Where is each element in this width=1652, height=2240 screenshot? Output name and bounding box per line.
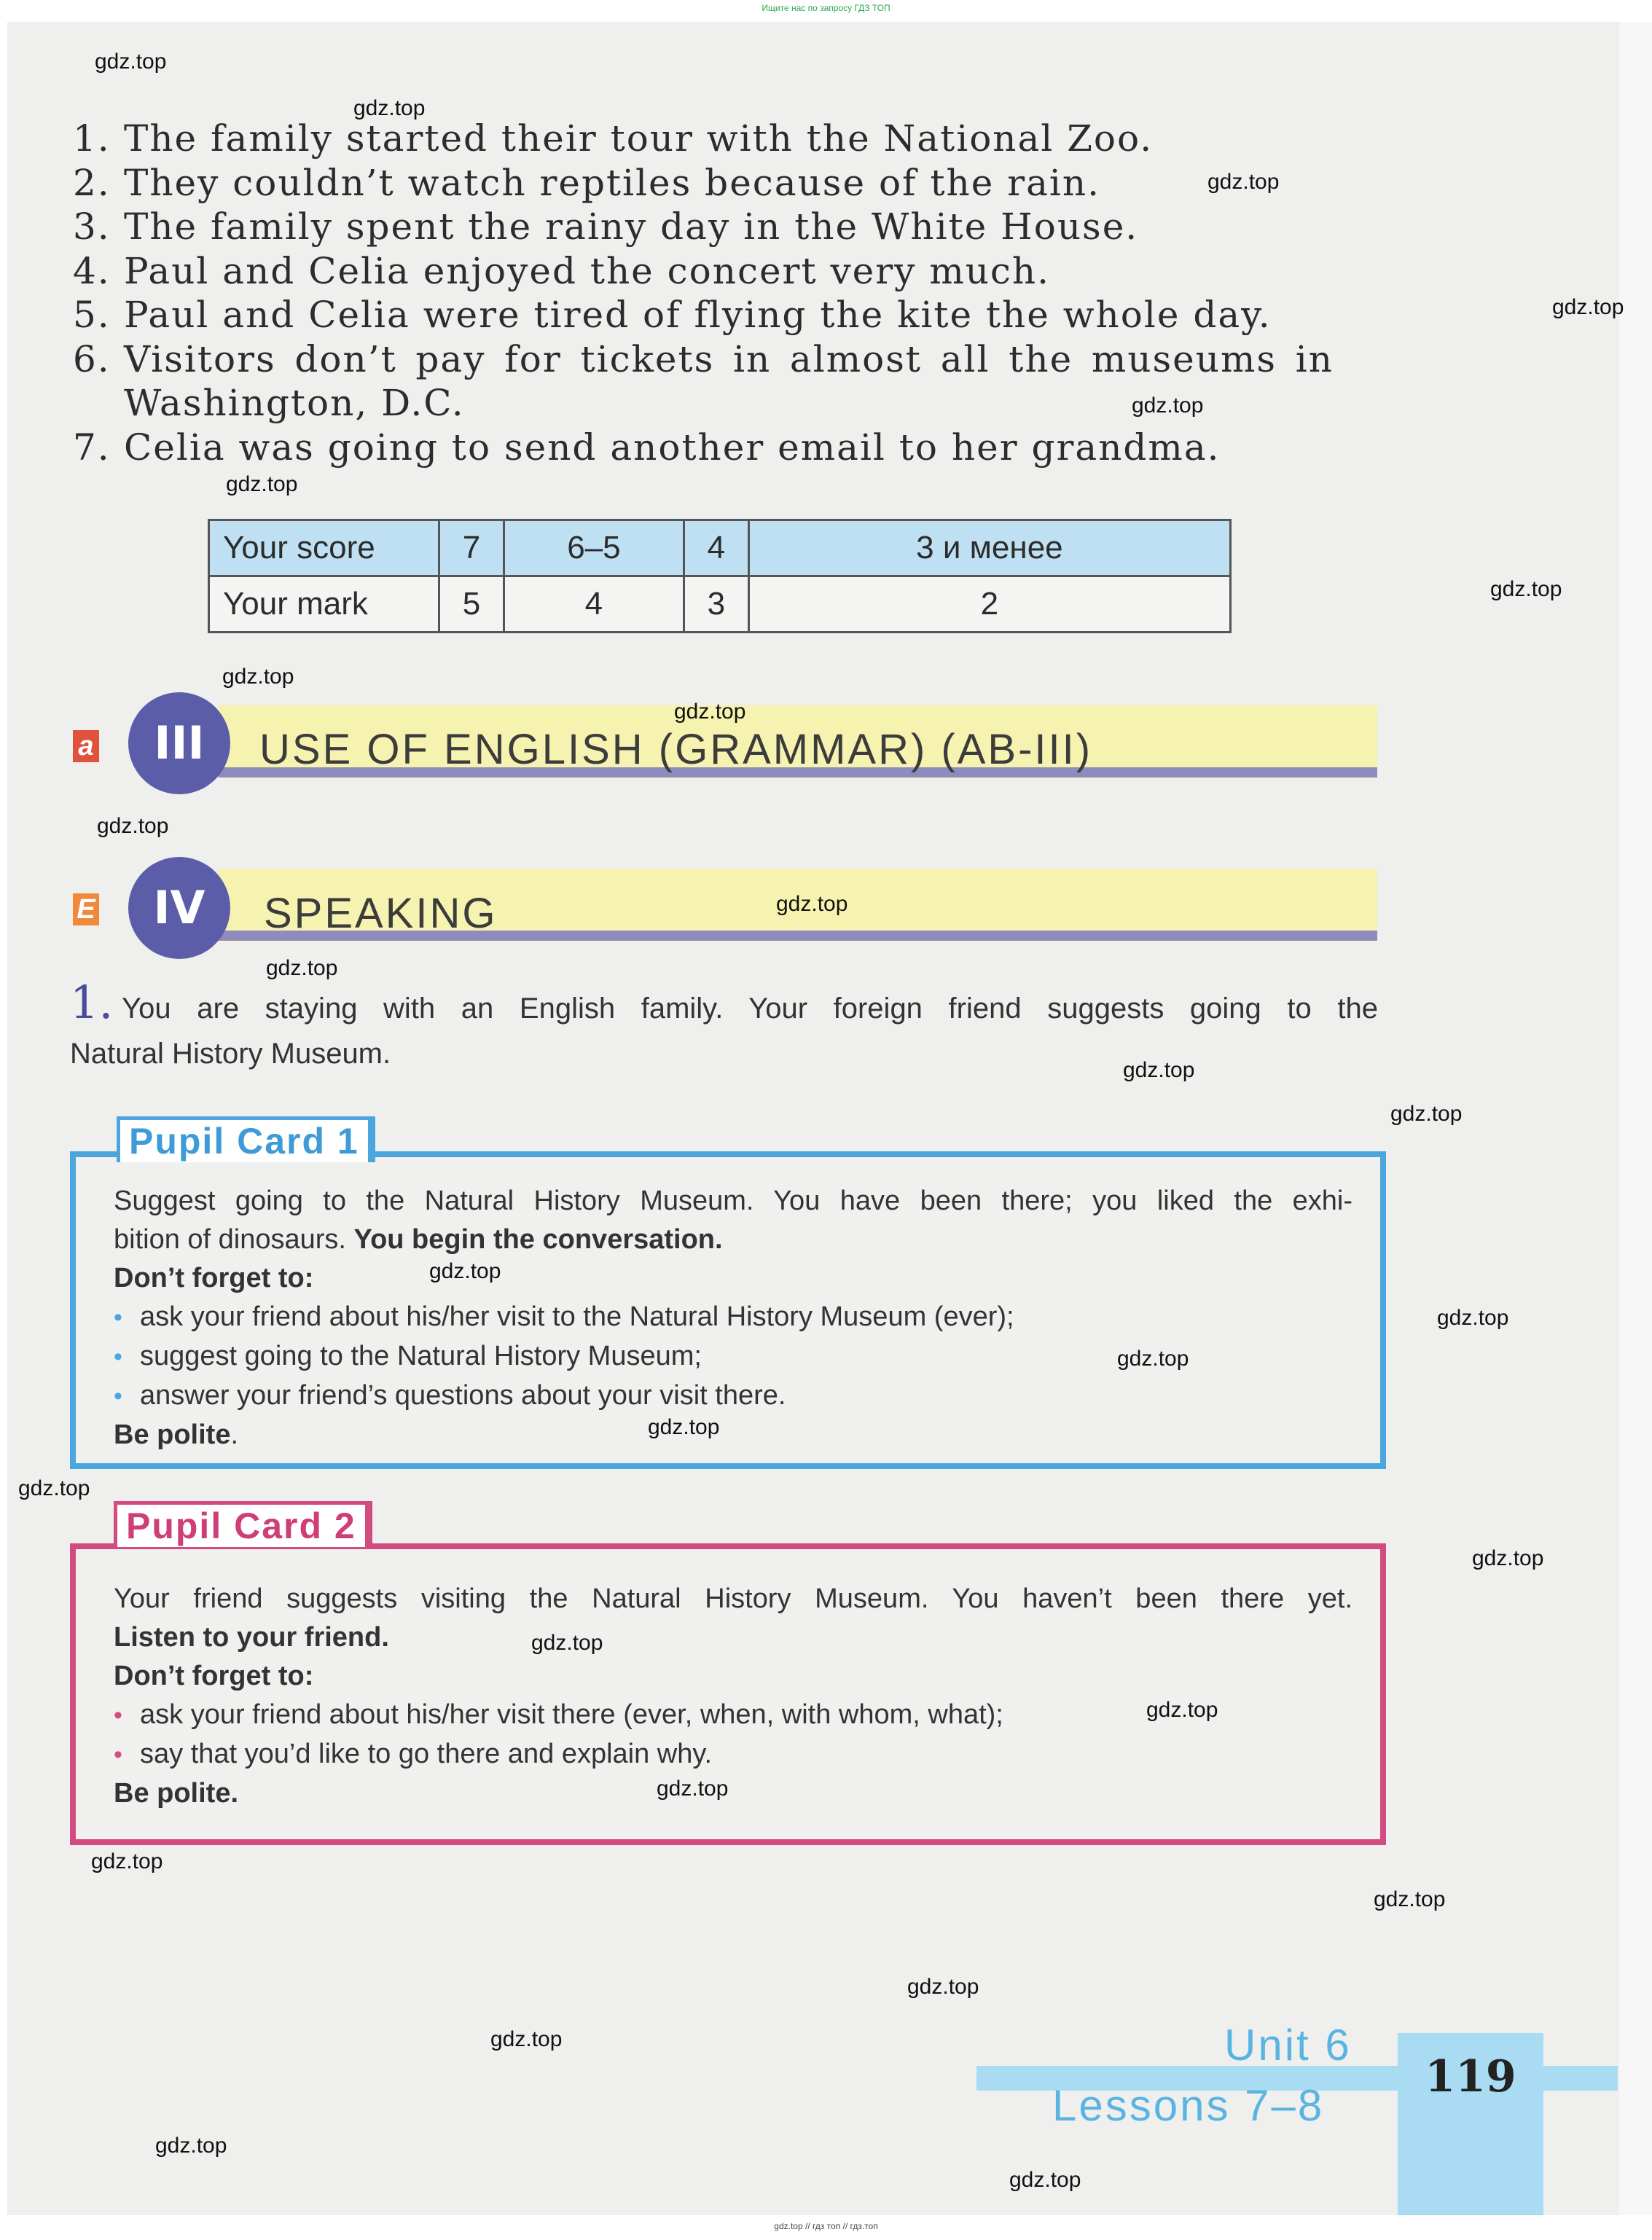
watermark: gdz.top <box>97 814 169 838</box>
bullet-icon: • <box>114 1741 122 1769</box>
unit-label: Unit 6 <box>1224 2021 1352 2069</box>
watermark: gdz.top <box>1374 1887 1446 1911</box>
score-cell: 7 <box>439 520 504 576</box>
card-2-bullet-item <box>114 1735 1352 1774</box>
card-1-bullet-text: ask your friend about his/her visit to the Natural History Museum (ever); <box>140 1301 1014 1332</box>
watermark: gdz.top <box>91 1849 163 1873</box>
speaking-icon: E <box>73 893 99 925</box>
watermark: gdz.top <box>429 1259 501 1283</box>
statement-number: 4. <box>73 249 111 292</box>
statement-number: 6. <box>73 337 111 380</box>
bullet-icon: • <box>114 1304 122 1331</box>
card-1-bullet-item <box>114 1376 1352 1416</box>
pupil-card-2-title: Pupil Card 2 <box>114 1501 372 1547</box>
mark-row <box>209 576 1231 633</box>
watermark: gdz.top <box>1390 1102 1463 1126</box>
mark-cell: 5 <box>439 576 504 633</box>
watermark: gdz.top <box>1490 577 1562 601</box>
watermark: gdz.top <box>1472 1546 1544 1570</box>
statement-item <box>73 293 1385 337</box>
bullet-icon: • <box>114 1382 122 1410</box>
card-2-be-polite: Be polite. <box>114 1778 239 1809</box>
watermark: gdz.top <box>95 50 167 74</box>
watermark: gdz.top <box>1437 1306 1509 1330</box>
pupil-card-1 <box>70 1151 1386 1469</box>
task-number: 1. <box>70 976 114 1029</box>
card-1-begin-instruction: You begin the conversation. <box>353 1224 723 1255</box>
score-cell: 4 <box>684 520 748 576</box>
statement-text: Paul and Celia were tired of flying the kite the whole day. <box>124 294 1272 336</box>
watermark: gdz.top <box>907 1975 979 1999</box>
task-text-line1: You are staying with an English family. Your foreign friend suggests going to the <box>122 992 1378 1025</box>
score-table <box>208 519 1232 633</box>
statement-text: The family started their tour with the National Zoo. <box>124 117 1154 160</box>
page-edge <box>1619 22 1652 2215</box>
section-3-title: USE OF ENGLISH (GRAMMAR) (AB-III) <box>259 726 1093 773</box>
bullet-icon: • <box>114 1701 122 1729</box>
statement-item <box>73 426 1385 470</box>
statement-item <box>73 161 1385 205</box>
statement-number: 5. <box>73 294 111 336</box>
watermark: gdz.top <box>155 2134 227 2158</box>
watermark: gdz.top <box>674 700 746 724</box>
card-1-bullet-text: suggest going to the Natural History Museum; <box>140 1341 702 1371</box>
section-4-numeral: IV <box>128 857 230 959</box>
mark-cell: 3 <box>684 576 748 633</box>
section-3-numeral: III <box>128 692 230 794</box>
card-1-be-polite <box>114 1416 1352 1454</box>
mark-cell: 2 <box>748 576 1230 633</box>
watermark: gdz.top <box>1207 170 1280 194</box>
card-2-bullet-text: ask your friend about his/her visit there (ever, when, with whom, what); <box>140 1699 1003 1730</box>
statement-text: They couldn’t watch reptiles because of the rain. <box>124 161 1101 204</box>
score-header-cell: Your score <box>209 520 439 576</box>
card-2-bullet-text: say that you’d like to go there and explain why. <box>140 1739 713 1769</box>
statement-text: Celia was going to send another email to her grandma. <box>124 426 1221 469</box>
card-1-be-polite-dot: . <box>230 1419 239 1450</box>
score-cell: 3 и менее <box>748 520 1230 576</box>
score-row <box>209 520 1231 576</box>
lessons-label: Lessons 7–8 <box>1052 2081 1325 2130</box>
task-text-line2: Natural History Museum. <box>70 1038 391 1070</box>
mark-cell: 4 <box>504 576 684 633</box>
card-2-dont-forget: Don’t forget to: <box>114 1661 314 1691</box>
watermark: gdz.top <box>1552 295 1624 319</box>
card-2-body <box>114 1580 1352 1813</box>
watermark: gdz.top <box>226 472 298 496</box>
card-1-body <box>114 1182 1352 1454</box>
statement-text: Paul and Celia enjoyed the concert very much. <box>124 249 1051 292</box>
section-4-title: SPEAKING <box>264 890 498 937</box>
statement-item <box>73 117 1385 161</box>
card-1-bullet-text: answer your friend’s questions about your visit there. <box>140 1380 786 1411</box>
watermark: gdz.top <box>531 1631 603 1655</box>
card-1-line2 <box>114 1221 1352 1259</box>
watermark: gdz.top <box>1123 1058 1195 1082</box>
card-1-be-polite-text: Be polite <box>114 1419 231 1450</box>
bullet-icon: • <box>114 1343 122 1371</box>
watermark: gdz.top <box>648 1415 720 1439</box>
watermark: gdz.top <box>266 956 338 980</box>
watermark: gdz.top <box>490 2027 563 2051</box>
statement-number: 3. <box>73 205 111 248</box>
card-1-line2a: bition of dinosaurs. <box>114 1224 346 1255</box>
card-1-dont-forget: Don’t forget to: <box>114 1263 314 1293</box>
card-1-bullet-item <box>114 1298 1352 1337</box>
watermark: gdz.top <box>776 892 848 916</box>
watermark: gdz.top <box>657 1777 729 1801</box>
bottom-note: gdz.top // гдз топ // гдз.топ <box>774 2221 878 2231</box>
statement-number: 7. <box>73 426 111 469</box>
statement-item <box>73 205 1385 249</box>
watermark: gdz.top <box>18 1476 90 1500</box>
top-search-note: Ищите нас по запросу ГДЗ ТОП <box>762 3 890 13</box>
pupil-card-1-title: Pupil Card 1 <box>117 1116 375 1162</box>
statement-number: 2. <box>73 161 111 204</box>
grammar-icon: a <box>73 730 99 762</box>
watermark: gdz.top <box>1009 2168 1081 2192</box>
statement-number: 1. <box>73 117 111 160</box>
watermark: gdz.top <box>1117 1347 1189 1371</box>
watermark: gdz.top <box>222 665 294 689</box>
score-cell: 6–5 <box>504 520 684 576</box>
watermark: gdz.top <box>1146 1698 1218 1722</box>
statement-text: The family spent the rainy day in the White House. <box>124 205 1139 248</box>
page-number: 119 <box>1425 2051 1516 2102</box>
statement-item <box>73 249 1385 294</box>
watermark: gdz.top <box>353 96 426 120</box>
card-2-line1: Your friend suggests visiting the Natural History Museum. You haven’t been there yet. <box>114 1583 1352 1614</box>
watermark: gdz.top <box>1132 393 1204 418</box>
card-1-line1: Suggest going to the Natural History Museum. You have been there; you liked the exhi- <box>114 1186 1352 1216</box>
card-2-listen: Listen to your friend. <box>114 1622 389 1653</box>
mark-header-cell: Your mark <box>209 576 439 633</box>
statement-text: Visitors don’t pay for tickets in almost all the museums in Washington, D.C. <box>124 337 1334 424</box>
